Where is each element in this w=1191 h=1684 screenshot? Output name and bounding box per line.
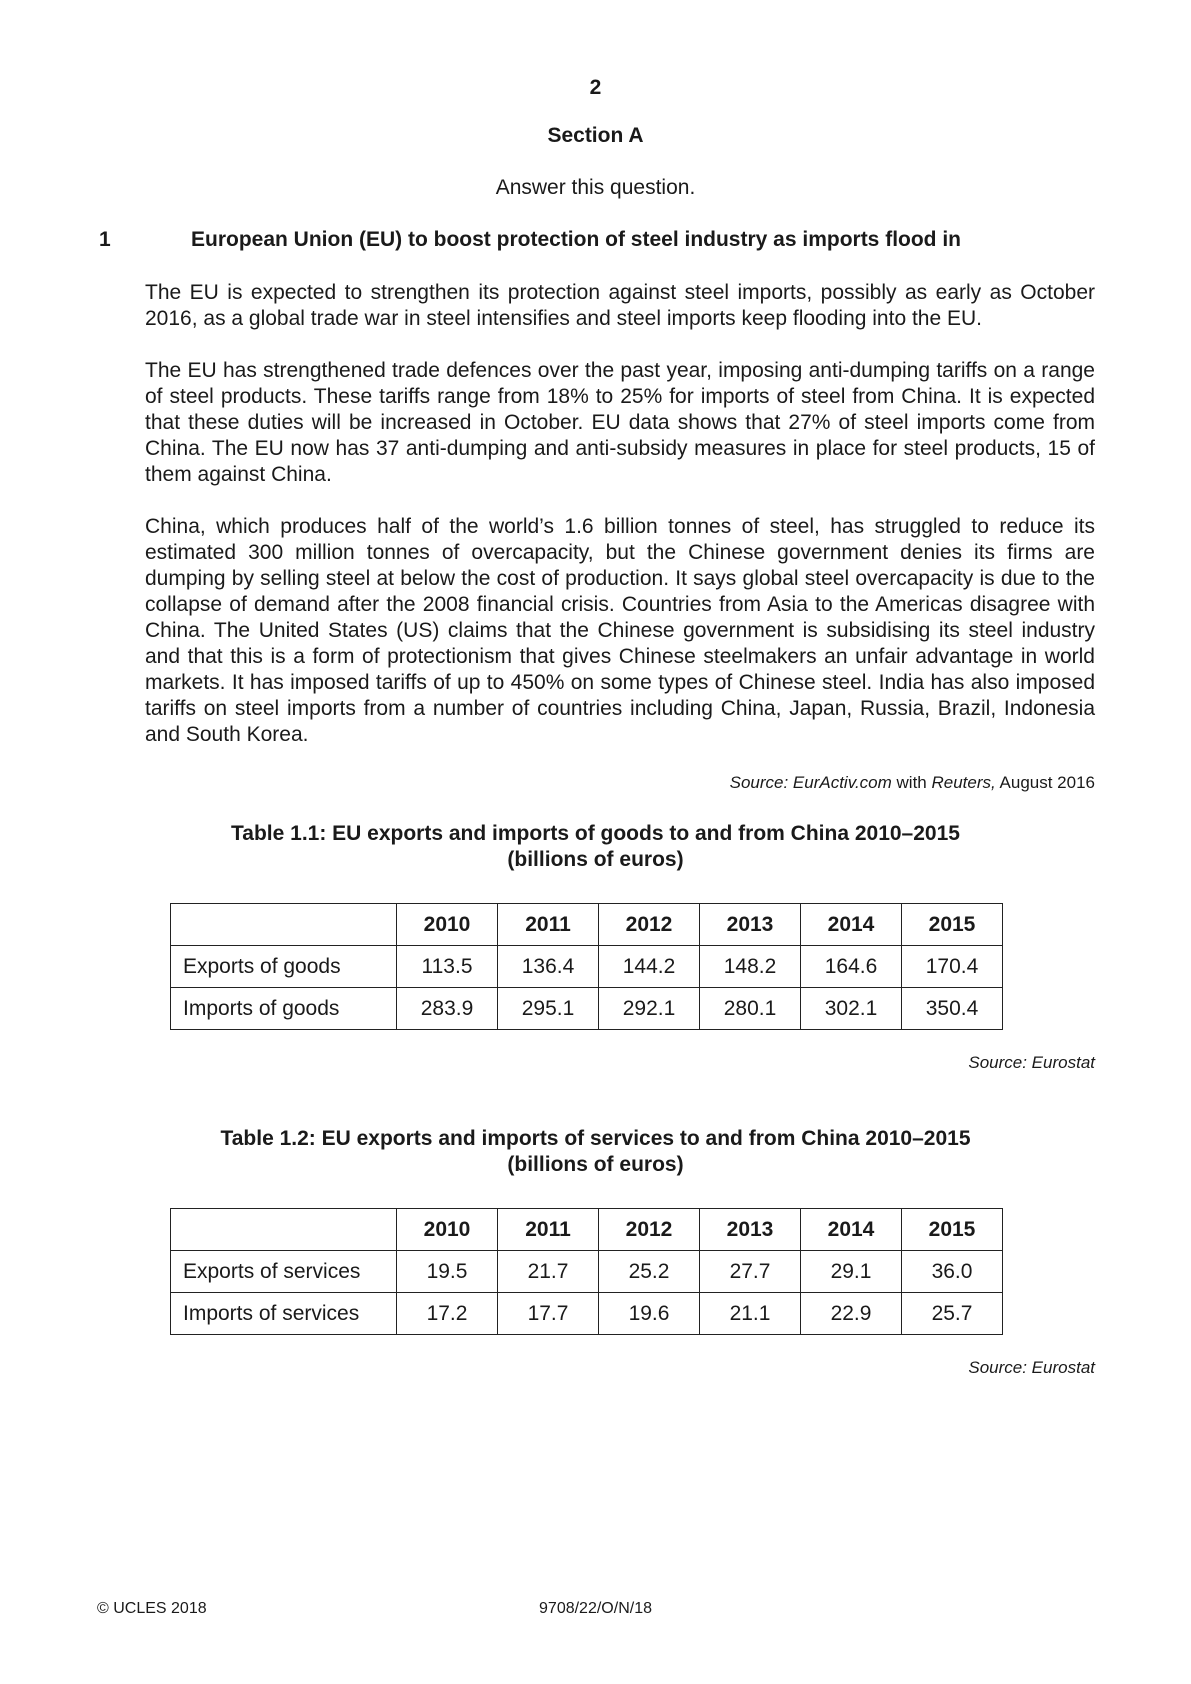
table-row xyxy=(171,946,1003,988)
section-title: Section A xyxy=(547,124,644,147)
table-header-year: 2015 xyxy=(902,904,1003,946)
table-goods xyxy=(170,903,1003,1030)
row-label: Imports of goods xyxy=(171,988,397,1030)
table-cell: 36.0 xyxy=(902,1251,1003,1293)
table-2-source: Source: Eurostat xyxy=(968,1358,1095,1377)
table-cell: 19.5 xyxy=(397,1251,498,1293)
table-header-row xyxy=(171,1209,1003,1251)
footer-copyright: © UCLES 2018 xyxy=(97,1600,207,1617)
table-row xyxy=(171,1293,1003,1335)
table-cell: 29.1 xyxy=(801,1251,902,1293)
table-header-year: 2011 xyxy=(498,904,599,946)
table-row xyxy=(171,988,1003,1030)
table-header-empty xyxy=(171,1209,397,1251)
paragraph-2: The EU has strengthened trade defences over the past year, imposing anti-dumping tariffs on a range of steel products. These tariffs range from 18% to 25% for imports of steel from China. It is expected that these duties will be increased in October. EU data shows that 27% of steel imports come from China. The EU now has 37 anti-dumping and anti-subsidy measures in place for steel products, 15 of them against China. xyxy=(145,359,1095,486)
table-cell: 295.1 xyxy=(498,988,599,1030)
footer-paper-code: 9708/22/O/N/18 xyxy=(539,1600,652,1617)
article-source-date: August 2016 xyxy=(995,773,1095,792)
table-1-source: Source: Eurostat xyxy=(968,1053,1095,1072)
row-label: Exports of goods xyxy=(171,946,397,988)
paragraph-1: The EU is expected to strengthen its protection against steel imports, possibly as early as October 2016, as a global trade war in steel intensifies and steel imports keep flooding into the EU. xyxy=(145,281,1095,330)
table-2-title-line1: Table 1.2: EU exports and imports of services to and from China 2010–2015 xyxy=(220,1127,971,1150)
table-cell: 144.2 xyxy=(599,946,700,988)
table-header-year: 2011 xyxy=(498,1209,599,1251)
table-header-year: 2012 xyxy=(599,904,700,946)
table-services xyxy=(170,1208,1003,1335)
table-header-row xyxy=(171,904,1003,946)
table-cell: 19.6 xyxy=(599,1293,700,1335)
table-cell: 17.7 xyxy=(498,1293,599,1335)
table-1-title-line2: (billions of euros) xyxy=(507,848,684,871)
paragraph-3: China, which produces half of the world’s 1.6 billion tonnes of steel, has struggled to reduce its estimated 300 million tonnes of overcapacity, but the Chinese government denies its firms are dumping by selling steel at below the cost of production. It says global steel overcapacity is due to the collapse of demand after the 2008 financial crisis. Countries from Asia to the Americas disagree with China. The United States (US) claims that the Chinese government is subsidising its steel industry and that this is a form of protectionism that gives Chinese steelmakers an unfair advantage in world markets. It has imposed tariffs of up to 450% on some types of Chinese steel. India has also imposed tariffs on steel imports from a number of countries including China, Japan, Russia, Brazil, Indonesia and South Korea. xyxy=(145,515,1095,746)
table-1-title xyxy=(0,821,1191,873)
row-label: Exports of services xyxy=(171,1251,397,1293)
table-cell: 22.9 xyxy=(801,1293,902,1335)
table-header-year: 2010 xyxy=(397,904,498,946)
article-source-publisher: Reuters, xyxy=(931,773,996,792)
article-source xyxy=(730,773,1095,793)
article-source-prefix: Source: EurActiv.com xyxy=(729,773,892,792)
table-cell: 148.2 xyxy=(700,946,801,988)
instruction-text: Answer this question. xyxy=(495,176,696,199)
table-cell: 283.9 xyxy=(397,988,498,1030)
page-number: 2 xyxy=(589,76,602,99)
table-header-year: 2014 xyxy=(801,1209,902,1251)
table-cell: 292.1 xyxy=(599,988,700,1030)
table-cell: 302.1 xyxy=(801,988,902,1030)
table-cell: 25.7 xyxy=(902,1293,1003,1335)
table-cell: 113.5 xyxy=(397,946,498,988)
question-title: European Union (EU) to boost protection of steel industry as imports flood in xyxy=(191,228,962,251)
table-cell: 21.1 xyxy=(700,1293,801,1335)
article-source-with: with xyxy=(891,773,932,792)
table-2-title-line2: (billions of euros) xyxy=(507,1153,684,1176)
table-cell: 27.7 xyxy=(700,1251,801,1293)
table-cell: 350.4 xyxy=(902,988,1003,1030)
table-row xyxy=(171,1251,1003,1293)
table-cell: 170.4 xyxy=(902,946,1003,988)
table-header-year: 2015 xyxy=(902,1209,1003,1251)
table-1-title-line1: Table 1.1: EU exports and imports of goods to and from China 2010–2015 xyxy=(231,822,960,845)
table-2-title xyxy=(0,1126,1191,1178)
table-cell: 136.4 xyxy=(498,946,599,988)
table-header-year: 2010 xyxy=(397,1209,498,1251)
table-cell: 280.1 xyxy=(700,988,801,1030)
table-cell: 17.2 xyxy=(397,1293,498,1335)
table-header-year: 2013 xyxy=(700,1209,801,1251)
table-cell: 164.6 xyxy=(801,946,902,988)
table-cell: 21.7 xyxy=(498,1251,599,1293)
table-header-empty xyxy=(171,904,397,946)
table-header-year: 2013 xyxy=(700,904,801,946)
question-number: 1 xyxy=(99,228,111,251)
table-cell: 25.2 xyxy=(599,1251,700,1293)
row-label: Imports of services xyxy=(171,1293,397,1335)
table-header-year: 2014 xyxy=(801,904,902,946)
table-header-year: 2012 xyxy=(599,1209,700,1251)
